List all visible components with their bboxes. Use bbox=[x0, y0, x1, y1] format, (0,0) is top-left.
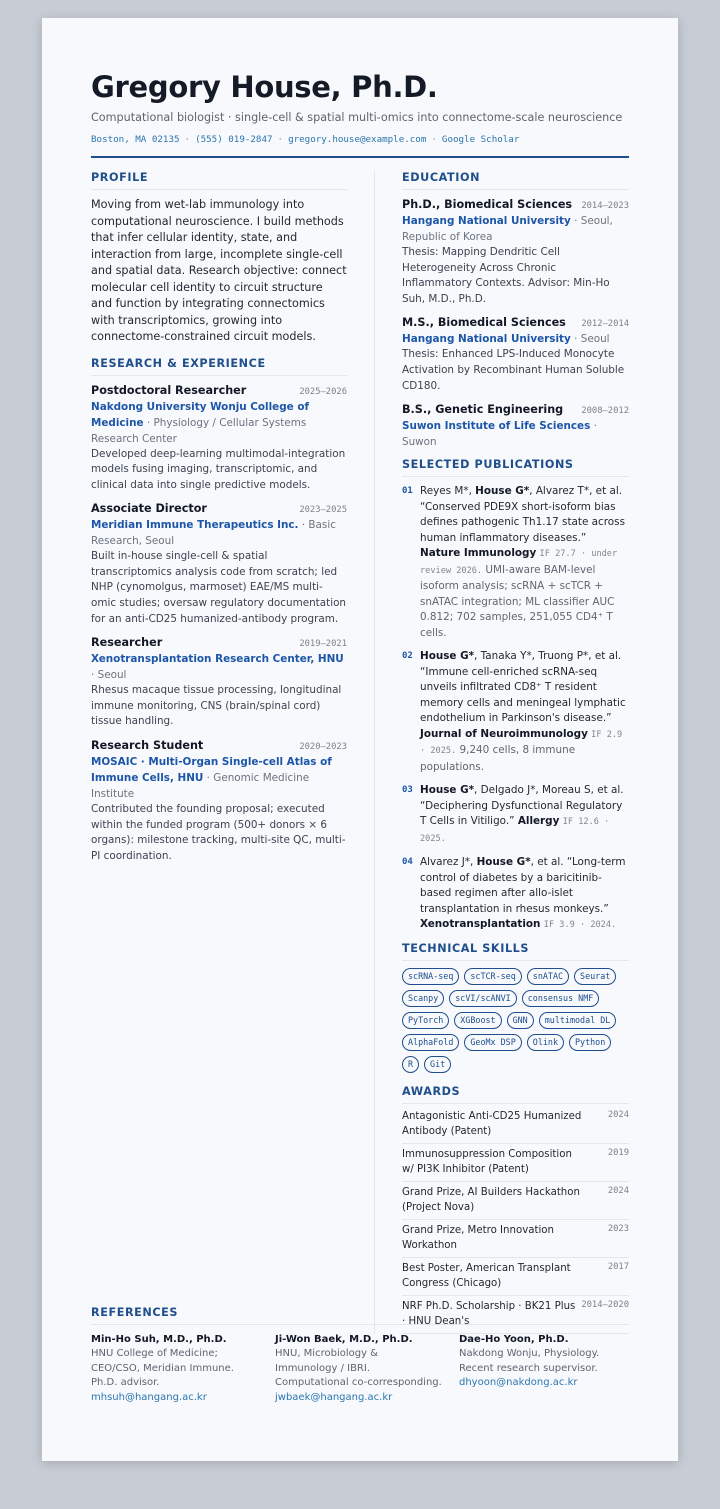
skill-chip: AlphaFold bbox=[402, 1034, 459, 1051]
experience-date: 2023–2025 bbox=[299, 505, 347, 516]
education-org-dept: · Seoul, Republic of Korea bbox=[402, 215, 613, 243]
experience-org-dept: · Basic Research, Seoul bbox=[91, 519, 336, 548]
experience-org-dept: · Physiology / Cellular Systems Research Center bbox=[91, 416, 307, 445]
award-name: Immunosuppression Composition w/ PI3K Inhibitor (Patent) bbox=[402, 1148, 572, 1175]
award-row bbox=[402, 1220, 629, 1258]
skill-chip: snATAC bbox=[527, 968, 569, 985]
reference-name: Dae-Ho Yoon, Ph.D. bbox=[459, 1334, 569, 1345]
education-org-name: Hangang National University bbox=[402, 215, 571, 227]
experience-organization bbox=[91, 651, 347, 683]
award-year: 2014–2020 bbox=[581, 1299, 629, 1310]
reference-email[interactable]: jwbaek@hangang.ac.kr bbox=[275, 1391, 393, 1403]
experience-organization bbox=[91, 754, 347, 802]
experience-heading: RESEARCH & EXPERIENCE bbox=[91, 357, 347, 376]
experience-entry bbox=[91, 383, 347, 494]
references-heading: REFERENCES bbox=[91, 1306, 629, 1325]
contact-email[interactable]: gregory.house@example.com bbox=[288, 134, 427, 145]
references-section bbox=[91, 1306, 629, 1405]
experience-org-name: Meridian Immune Therapeutics Inc. bbox=[91, 519, 299, 532]
publication-journal: Nature Immunology bbox=[420, 547, 537, 560]
publication-author-self: House G* bbox=[476, 856, 531, 869]
experience-org-name: Xenotransplantation Research Center, HNU bbox=[91, 653, 344, 666]
award-name: Antagonistic Anti-CD25 Humanized Antibody (Patent) bbox=[402, 1110, 582, 1137]
publication-number: 02 bbox=[402, 651, 413, 662]
award-row bbox=[402, 1106, 629, 1144]
publication-item bbox=[402, 855, 629, 934]
publication-coauthors: , Tanaka Y*, Truong P*, et al. bbox=[474, 650, 622, 663]
publication-impact: IF 27.7 · under review 2026. bbox=[420, 549, 618, 576]
education-entry-header bbox=[402, 402, 629, 418]
publication-author-self: House G* bbox=[420, 650, 475, 663]
skill-chip: Git bbox=[424, 1056, 451, 1073]
experience-entry bbox=[91, 635, 347, 730]
publication-title: “Conserved PDE9X short-isoform bias defines pathogenic Th1.17 state across human inflammatory diseases.” bbox=[420, 500, 625, 544]
education-entry-header bbox=[402, 197, 629, 213]
award-year: 2024 bbox=[607, 1109, 629, 1120]
publication-coauthors: , Alvarez T*, et al. bbox=[529, 485, 623, 498]
resume-page bbox=[42, 18, 678, 1461]
skill-chip: multimodal DL bbox=[539, 1012, 617, 1029]
experience-title: Researcher bbox=[91, 636, 163, 650]
skill-chip: scTCR-seq bbox=[464, 968, 521, 985]
award-year: 2023 bbox=[607, 1223, 629, 1234]
skills-heading: TECHNICAL SKILLS bbox=[402, 942, 629, 961]
publication-impact: IF 2.9 · 2025. bbox=[420, 729, 623, 757]
references-list bbox=[91, 1332, 629, 1405]
reference-name: Min-Ho Suh, M.D., Ph.D. bbox=[91, 1334, 227, 1345]
experience-entry bbox=[91, 738, 347, 864]
experience-org-name: Nakdong University Wonju College of Medicine bbox=[91, 400, 309, 429]
education-entry bbox=[402, 197, 629, 307]
publication-coauthors: , et al. bbox=[530, 856, 567, 869]
skill-chip: Python bbox=[569, 1034, 611, 1051]
contact-scholar-link[interactable]: Google Scholar bbox=[441, 134, 520, 145]
education-description: Thesis: Enhanced LPS-Induced Monocyte Activation by Recombinant Human Soluble CD180. bbox=[402, 348, 625, 392]
experience-description: Built in-house single-cell & spatial transcriptomics analysis code from scratch; led NHP (cynomolgus, marmoset) EAE/MS multi-omic studies; oversaw regulatory documentation for an anti-CD25 humanized-antibody program. bbox=[91, 550, 347, 625]
experience-entry-header bbox=[91, 738, 347, 754]
education-organization bbox=[402, 418, 629, 450]
publication-note: UMI-aware BAM-level isoform analysis; scRNA + scTCR + snATAC integration; ML classifier AUC 0.812; 702 samples, 251,055 CD4⁺ T cells. bbox=[420, 563, 615, 639]
publication-number: 01 bbox=[402, 486, 413, 497]
skill-chip: Olink bbox=[527, 1034, 564, 1051]
education-org-name: Hangang National University bbox=[402, 333, 571, 346]
publication-author-self: House G* bbox=[475, 485, 530, 498]
publication-citation bbox=[420, 484, 629, 641]
experience-title: Research Student bbox=[91, 739, 204, 753]
award-row bbox=[402, 1258, 629, 1296]
reference-card bbox=[459, 1332, 627, 1405]
reference-card bbox=[275, 1332, 443, 1405]
education-date: 2008–2012 bbox=[581, 406, 629, 417]
award-name: NRF Ph.D. Scholarship · BK21 Plus · HNU Dean's bbox=[402, 1300, 576, 1327]
experience-description: Developed deep-learning multimodal-integration models fusing imaging, transcriptomic, and clinical data into single predictive models. bbox=[91, 447, 346, 491]
reference-description: HNU College of Medicine; CEO/CSO, Meridian Immune. Ph.D. advisor. bbox=[91, 1348, 234, 1388]
education-entry-header bbox=[402, 315, 629, 331]
experience-date: 2025–2026 bbox=[299, 386, 347, 397]
award-year: 2017 bbox=[607, 1261, 629, 1272]
contact-location: Boston, MA 02135 bbox=[91, 134, 180, 145]
experience-entry-header bbox=[91, 635, 347, 651]
education-org-name: Suwon Institute of Life Sciences bbox=[402, 420, 591, 433]
award-year: 2024 bbox=[607, 1185, 629, 1196]
experience-org-dept: · Seoul bbox=[91, 669, 127, 682]
reference-description: HNU, Microbiology & Immunology / IBRI. Computational co-corresponding. bbox=[275, 1348, 442, 1388]
profile-heading: PROFILE bbox=[91, 171, 347, 190]
education-date: 2014–2023 bbox=[581, 201, 629, 211]
education-entry bbox=[402, 402, 629, 450]
publication-journal: Xenotransplantation bbox=[420, 918, 541, 931]
skill-chip: R bbox=[402, 1056, 419, 1073]
profile-text: Moving from wet-lab immunology into computational neuroscience. I build methods that infer cellular identity, state, and interaction from large, incomplete single-cell and spatial data. Research objective: connect molecular cell identity to circuit structure and function by integrating connectomics with transcriptomics, growing into connectome-constrained circuit models. bbox=[91, 198, 347, 343]
publication-title: “Deciphering Dysfunctional Regulatory T Cells in Vitiligo.” bbox=[420, 799, 623, 828]
award-name: Best Poster, American Transplant Congress (Chicago) bbox=[402, 1262, 571, 1289]
award-name: Grand Prize, Metro Innovation Workathon bbox=[402, 1224, 554, 1251]
experience-title: Postdoctoral Researcher bbox=[91, 383, 247, 397]
education-title: M.S., Biomedical Sciences bbox=[402, 316, 566, 330]
candidate-subtitle: Computational biologist · single-cell & spatial multi-omics into connectome-scale neuroscience bbox=[91, 111, 623, 124]
publications-list bbox=[402, 484, 629, 934]
publication-impact: IF 3.9 · 2024. bbox=[543, 920, 617, 931]
reference-card bbox=[91, 1332, 259, 1405]
reference-email[interactable]: dhyoon@nakdong.ac.kr bbox=[459, 1377, 578, 1388]
publication-citation bbox=[420, 855, 629, 934]
skill-chip: consensus NMF bbox=[522, 990, 600, 1007]
right-column bbox=[402, 171, 629, 1334]
publication-author-self: House G* bbox=[420, 784, 475, 797]
two-column-body bbox=[91, 171, 629, 1334]
education-list bbox=[402, 197, 629, 450]
education-organization bbox=[402, 331, 629, 347]
publication-coauthors: , Delgado J*, Moreau S, et al. bbox=[474, 784, 624, 797]
skill-chip: GeoMx DSP bbox=[464, 1034, 521, 1051]
reference-name: Ji-Won Baek, M.D., Ph.D. bbox=[275, 1334, 413, 1345]
education-org-dept: · Suwon bbox=[402, 420, 597, 449]
skill-chip: PyTorch bbox=[402, 1012, 449, 1029]
experience-list bbox=[91, 383, 347, 865]
publications-heading: SELECTED PUBLICATIONS bbox=[402, 458, 629, 477]
contact-line: Boston, MA 02135 · (555) 019-2847 · gregory.house@example.com · Google Scholar bbox=[91, 133, 629, 158]
experience-entry-header bbox=[91, 501, 347, 517]
education-entry bbox=[402, 315, 629, 394]
award-row bbox=[402, 1144, 629, 1182]
publication-item bbox=[402, 649, 629, 775]
awards-list bbox=[402, 1106, 629, 1334]
education-org-dept: · Seoul bbox=[574, 333, 610, 346]
experience-organization bbox=[91, 517, 347, 549]
experience-entry bbox=[91, 501, 347, 627]
award-name: Grand Prize, AI Builders Hackathon (Project Nova) bbox=[402, 1186, 580, 1213]
contact-phone[interactable]: (555) 019-2847 bbox=[195, 134, 273, 145]
publication-number: 04 bbox=[402, 857, 413, 868]
experience-title: Associate Director bbox=[91, 502, 207, 516]
experience-description: Contributed the founding proposal; executed within the funded program (500+ donors × 6 organs): milestone tracking, multi-site QC, multi-PI coordination. bbox=[91, 803, 346, 862]
skill-chip: Scanpy bbox=[402, 990, 444, 1007]
publication-item bbox=[402, 783, 629, 847]
reference-description: Nakdong Wonju, Physiology. Recent research supervisor. bbox=[459, 1348, 600, 1374]
skill-chip: Seurat bbox=[574, 968, 616, 985]
experience-organization bbox=[91, 399, 347, 447]
skill-chip: XGBoost bbox=[454, 1012, 501, 1029]
left-column bbox=[91, 171, 347, 1334]
experience-date: 2020–2023 bbox=[299, 742, 347, 753]
publication-citation bbox=[420, 783, 629, 847]
skill-chip: GNN bbox=[507, 1012, 534, 1029]
publication-authors: Reyes M*, bbox=[420, 485, 476, 498]
publication-title: “Long-term control of diabetes by a baricitinib-based regimen after allo-islet transplantation in rhesus monkeys.” bbox=[420, 856, 626, 915]
publication-citation bbox=[420, 649, 629, 775]
publication-item bbox=[402, 484, 629, 641]
publication-title: “Immune cell-enriched scRNA-seq unveils infiltrated CD8⁺ T resident memory cells and meningeal lymphatic endothelium in Parkinson's disease.” bbox=[420, 665, 626, 725]
publication-journal: Allergy bbox=[517, 815, 560, 828]
award-row bbox=[402, 1182, 629, 1220]
skill-chip: scRNA-seq bbox=[402, 968, 459, 985]
skills-list bbox=[402, 968, 629, 1073]
award-year: 2019 bbox=[607, 1147, 629, 1158]
publication-authors: Alvarez J*, bbox=[420, 856, 477, 869]
column-divider bbox=[374, 171, 375, 1334]
experience-description: Rhesus macaque tissue processing, longitudinal immune monitoring, CNS (brain/spinal cord) tissue handling. bbox=[91, 684, 342, 728]
candidate-name: Gregory House, Ph.D. bbox=[91, 70, 438, 104]
education-description: Thesis: Mapping Dendritic Cell Heterogeneity Across Chronic Inflammatory Contexts. Advisor: Min-Ho Suh, M.D., Ph.D. bbox=[402, 246, 610, 305]
experience-entry-header bbox=[91, 383, 347, 399]
reference-email[interactable]: mhsuh@hangang.ac.kr bbox=[91, 1391, 207, 1403]
awards-heading: AWARDS bbox=[402, 1085, 629, 1104]
publication-impact: IF 12.6 · 2025. bbox=[420, 817, 610, 844]
experience-org-name: MOSAIC · Multi-Organ Single-cell Atlas of Immune Cells, HNU bbox=[91, 756, 332, 785]
experience-date: 2019–2021 bbox=[299, 639, 347, 650]
publication-journal: Journal of Neuroimmunology bbox=[420, 727, 588, 740]
education-title: B.S., Genetic Engineering bbox=[402, 403, 564, 417]
publication-number: 03 bbox=[402, 785, 413, 796]
publication-note: 9,240 cells, 8 immune populations. bbox=[420, 744, 576, 773]
education-organization bbox=[402, 213, 629, 245]
education-date: 2012–2014 bbox=[581, 319, 629, 330]
education-title: Ph.D., Biomedical Sciences bbox=[402, 198, 573, 211]
experience-org-dept: · Genomic Medicine Institute bbox=[91, 772, 310, 801]
skill-chip: scVI/scANVI bbox=[449, 990, 516, 1007]
education-heading: EDUCATION bbox=[402, 171, 629, 190]
